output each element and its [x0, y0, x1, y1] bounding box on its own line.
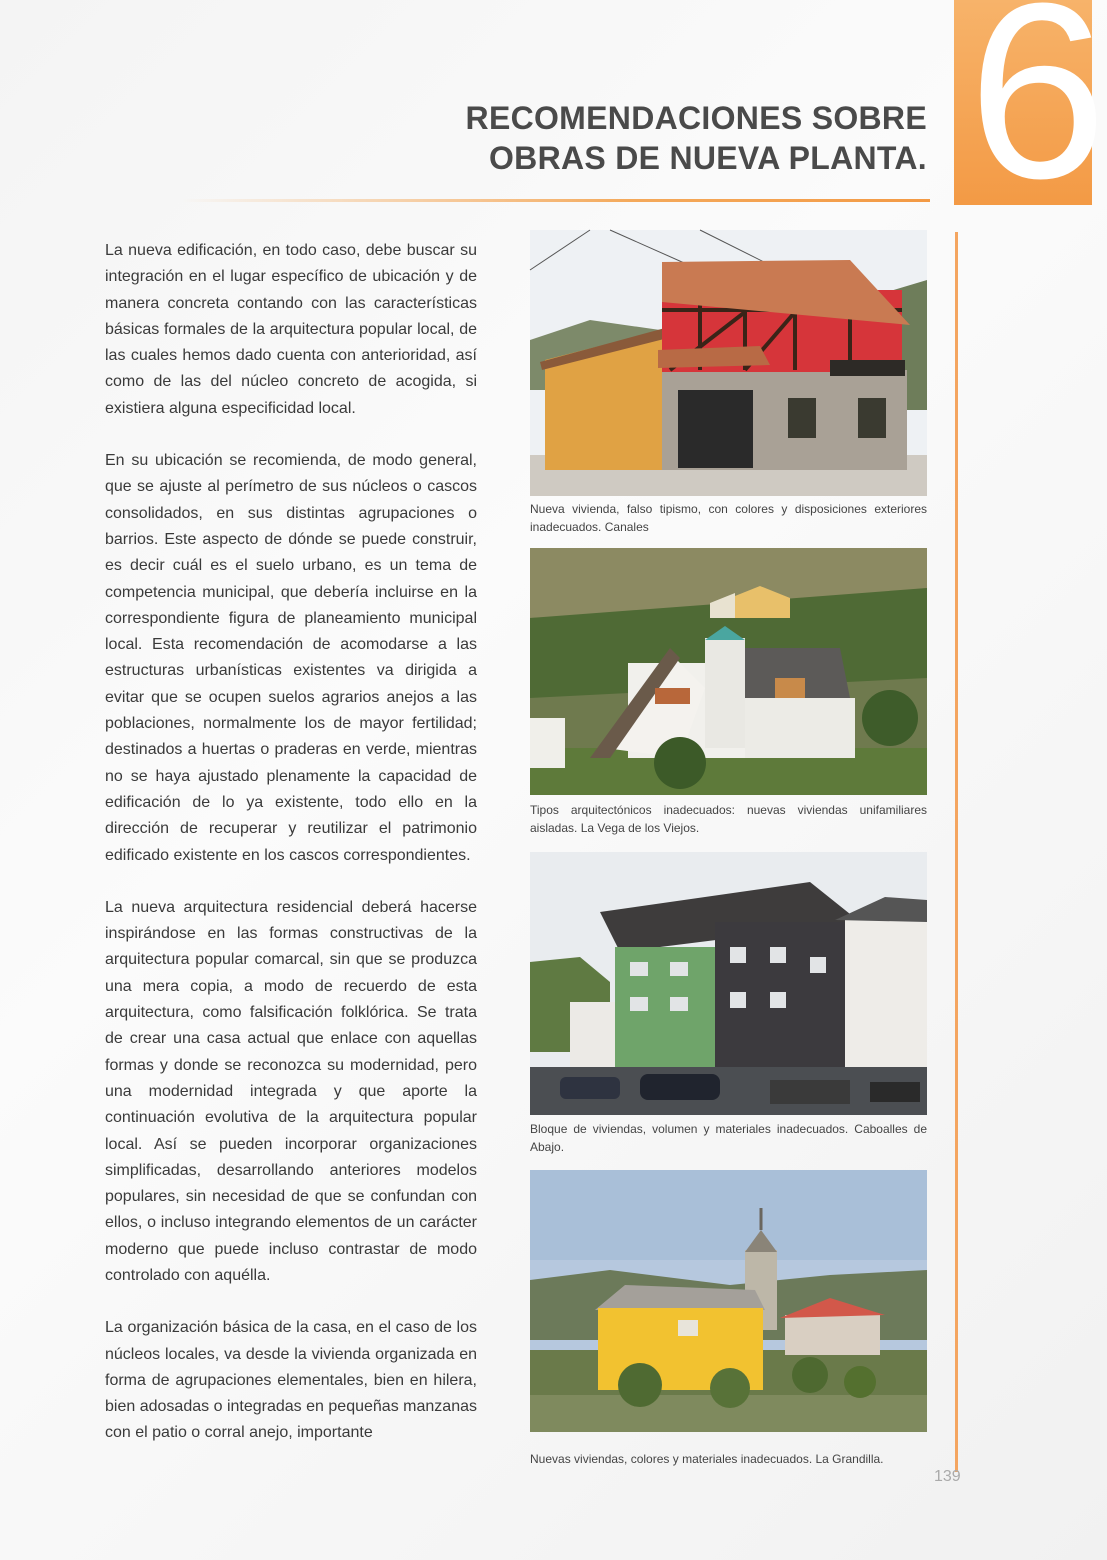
paragraph-2: En su ubicación se recomienda, de modo general, que se ajuste al perímetro de sus núcleos o cascos consolidados, en sus distintas agrupaciones o barrios. Este aspecto de dónde se puede construir, es decir cuál es el suelo urbano, es un tema de competencia municipal, que debería incluirse en la correspondiente figura de planeamiento municipal local. Esta recomendación de acomodarse a las estructuras urbanísticas existentes va dirigida a evitar que se ocupen suelos agrarios anejos a las poblaciones, normalmente los de mayor fertilidad; destinados a huertas o praderas en verde, mientras no se haya ajustado plenamente la capacidad de edificación de lo ya existente, todo ello en la dirección de recuperar y reutilizar el patrimonio edificado existente en los cascos correspondientes. [105, 452, 477, 864]
caption-4: Nuevas viviendas, colores y materiales inadecuados. La Grandilla. [530, 1452, 884, 1466]
title-divider [180, 199, 930, 202]
photo-red-house [530, 230, 927, 496]
paragraph-3: La nueva arquitectura residencial deberá hacerse inspirándose en las formas constructivas de la arquitectura popular comarcal, sin que se produzca una mera copia, a modo de recuerdo de esta arquitectura, como falsificación folklórica. Se trata de crear una casa actual que enlace con aquellas formas y donde se reconozca su modernidad, pero una modernidad integrada y que aporte la continuación evolutiva de la arquitectura popular local. Así se pueden incorporar organizaciones simplificadas, desarrollando anteriores modelos populares, sin necesidad de que se confundan con ellos, o incluso integrando elementos de un carácter moderno que puede incluso contrastar de modo controlado con aquélla. [105, 898, 477, 1284]
paragraph-1: La nueva edificación, en todo caso, debe buscar su integración en el lugar específico de ubicación y de manera concreta contando con las características básicas formales de la arquitectura popular local, de las cuales hemos dado cuenta con anterioridad, así como de las del núcleo concreto de acogida, si existiera alguna especificidad local. [105, 242, 477, 417]
photo-white-houses [530, 548, 927, 795]
caption-1: Nueva vivienda, falso tipismo, con colores y disposiciones exteriores inadecuados. Canales [530, 502, 927, 534]
chapter-number: 6 [968, 0, 1107, 230]
photo-apartment-block [530, 852, 927, 1115]
body-text [105, 238, 477, 1473]
page-number: 139 [934, 1468, 961, 1485]
paragraph-4: La organización básica de la casa, en el caso de los núcleos locales, va desde la vivienda organizada en forma de agrupaciones elementales, bien en hilera, bien adosadas o integradas en pequeñas manzanas con el patio o corral anejo, importante [105, 1319, 477, 1442]
title-line-2: OBRAS DE NUEVA PLANTA. [488, 140, 927, 176]
title-line-1: RECOMENDACIONES SOBRE [465, 100, 927, 136]
caption-3: Bloque de viviendas, volumen y materiales inadecuados. Caboalles de Abajo. [530, 1122, 927, 1154]
caption-2: Tipos arquitectónicos inadecuados: nuevas viviendas unifamiliares aisladas. La Vega de los Viejos. [530, 803, 927, 835]
page-title [466, 98, 927, 178]
side-divider [955, 232, 958, 1472]
photo-yellow-house [530, 1170, 927, 1432]
chapter-tab [954, 0, 1107, 230]
